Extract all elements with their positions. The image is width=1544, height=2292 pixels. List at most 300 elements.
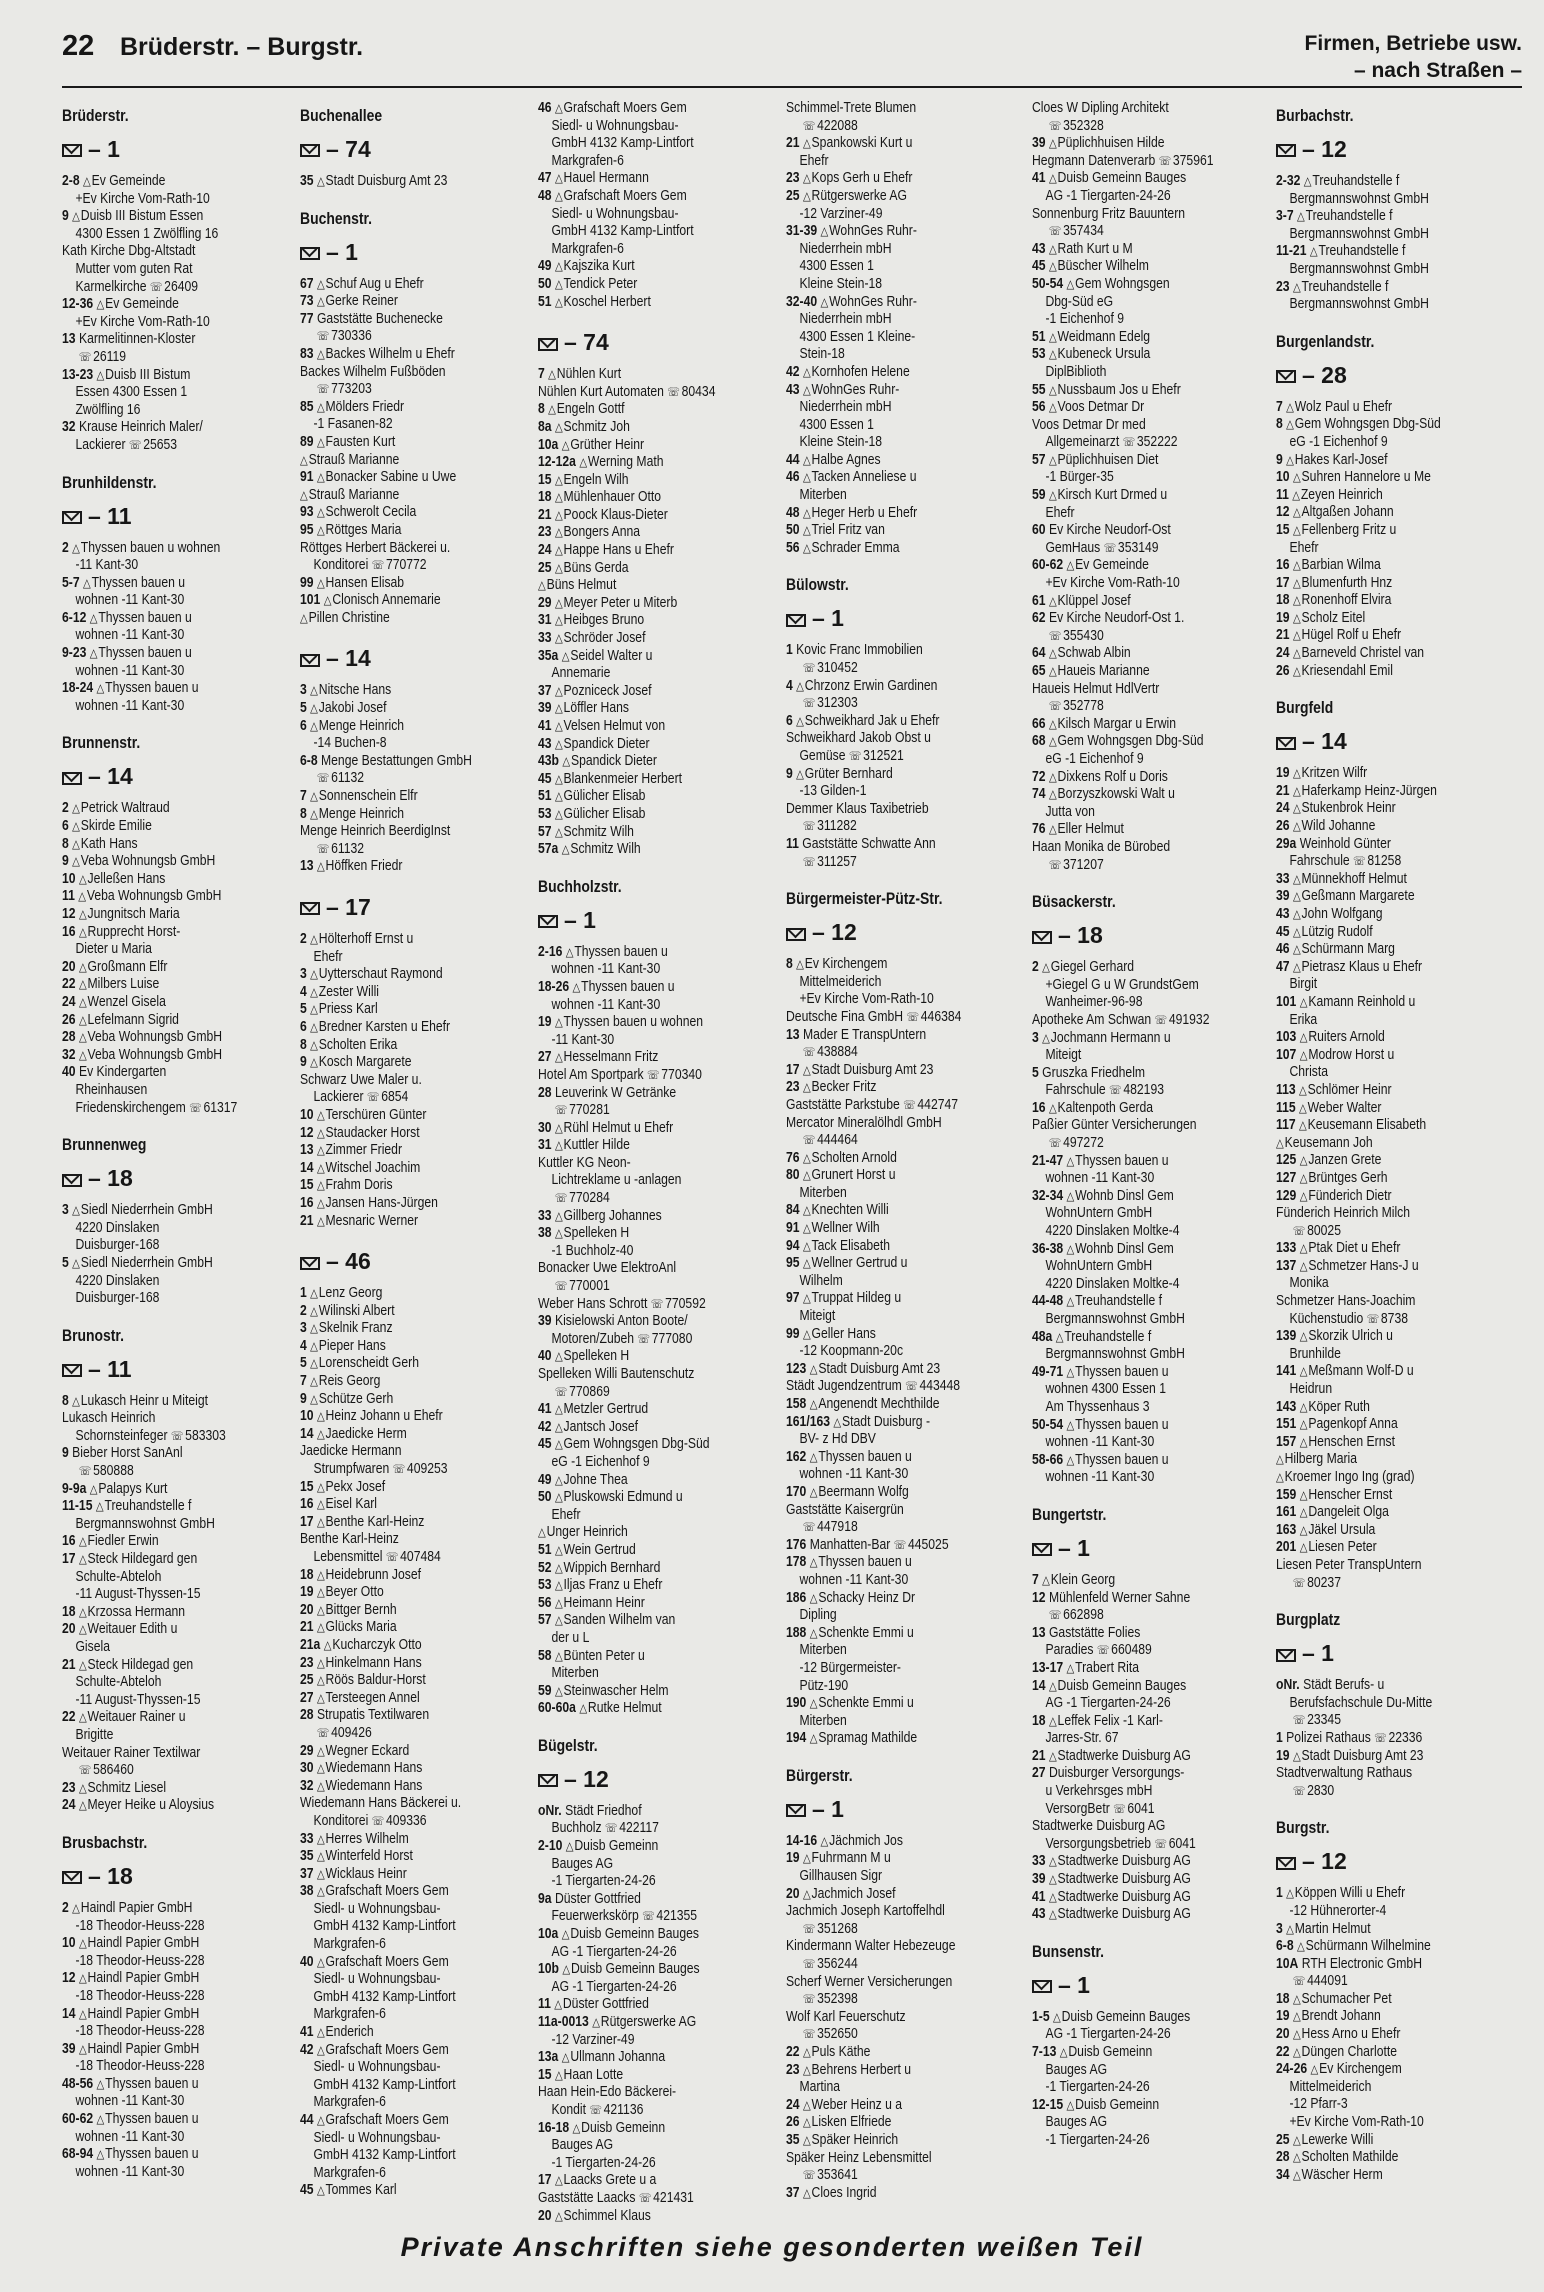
entry-text: -1 Tiergarten-24-26 [1045,2131,1150,2148]
entry-text: -12 Koopmann-20c [799,1343,904,1360]
owner-triangle-icon: △ [1066,1452,1075,1467]
entry [1276,279,1490,297]
owner-triangle-icon: △ [316,276,325,291]
house-number: 20 [786,1885,800,1902]
house-number: 37 [786,2184,800,2201]
telephone-icon: ☏ [638,2190,652,2205]
owner-triangle-icon: △ [78,924,87,939]
section-title-line2: – nach Straßen – [1353,59,1522,82]
entry-text: Markgrafen-6 [313,1936,386,1953]
entry-continuation [62,1988,276,2006]
owner-triangle-icon: △ [316,505,325,520]
entry-text: Hotel Am Sportpark [538,1066,644,1083]
entry-text: Spandick Dieter [563,735,650,752]
owner-triangle-icon: △ [78,1012,87,1027]
telephone-number: 444091 [1307,1973,1348,1990]
entry-continuation [62,1762,276,1780]
entry-text: Jakobi Josef [318,700,387,717]
owner-triangle-icon: △ [802,1238,811,1253]
entry [62,976,276,994]
entry-text: Gruszka Friedhelm [1042,1064,1146,1081]
entry-text: Haindl Papier GmbH [80,1899,193,1916]
postal-district-number: – 14 [1302,728,1347,755]
entry-text: Lackierer [75,436,126,453]
owner-triangle-icon: △ [809,1590,818,1605]
street-section [62,473,317,716]
entry-text: Gisela [75,1639,110,1655]
owner-triangle-icon: △ [796,678,804,693]
entry-continuation [538,1979,752,1997]
owner-triangle-icon: △ [809,1361,818,1376]
owner-triangle-icon: △ [1048,488,1057,503]
entry-text: Wolf Karl Feuerschutz [786,2008,906,2025]
house-number: 5 [1032,1064,1039,1081]
entry-text: Winterfeld Horst [325,1848,413,1865]
house-number: 9 [1276,451,1283,468]
telephone-number: 446384 [920,1008,962,1025]
entry-text: 4220 Dinslaken [75,1272,160,1289]
entry-text: WohnGes Ruhr- [811,381,900,398]
owner-triangle-icon: △ [316,2113,325,2127]
entry-continuation [786,974,1000,992]
owner-triangle-icon: △ [1048,1872,1057,1887]
postal-district [1276,728,1531,755]
telephone-icon: ☏ [1353,854,1366,869]
entry [1032,100,1246,118]
postal-district-number: – 12 [1302,136,1347,162]
entry-text: Hölterhoff Ernst u [318,931,414,947]
telephone-number: 444464 [817,1132,858,1149]
entry [538,824,752,842]
house-number: 24 [786,2096,800,2113]
entry [62,1393,276,1411]
house-number: 157 [1276,1433,1297,1450]
telephone-number: 770340 [661,1066,702,1083]
house-number: 38 [300,1883,314,1900]
house-number: 4 [300,983,307,1000]
house-number: 6 [300,1018,307,1035]
house-number: 9 [62,208,69,225]
house-number: 62 [1032,610,1046,627]
house-number: 17 [786,1061,800,1078]
postal-district [62,1863,317,1890]
entry [1276,208,1490,226]
postal-district [538,907,793,934]
entry-continuation [1276,853,1490,871]
entry-text: Stadtwerke Duisburg AG [1057,1747,1191,1764]
entry-continuation [1032,188,1246,206]
postal-envelope-icon [300,1257,320,1270]
owner-triangle-icon: △ [554,1015,563,1030]
entry-continuation [300,381,514,399]
entry [538,1700,752,1718]
entry-text: Fellenberg Fritz u [1301,521,1397,538]
entry [1032,1117,1246,1135]
entry-text: Bongers Anna [563,524,641,541]
telephone-icon: ☏ [802,696,816,711]
entry-text: Tack Elisabeth [811,1237,891,1254]
house-number: 16-18 [538,2119,570,2136]
entry [1276,1487,1490,1505]
house-number: 3-7 [1276,208,1294,225]
street-name: Burgplatz [1276,1610,1341,1630]
entry [300,1072,514,1090]
entry [786,1062,1000,1080]
house-number: 2 [1032,959,1039,976]
entry-continuation [62,191,276,209]
entry-text: WohnGes Ruhr- [829,293,917,310]
entry-text: Bauges AG [551,1855,614,1872]
house-number: 8 [538,401,545,418]
owner-triangle-icon: △ [802,2062,811,2077]
postal-envelope-icon [62,1174,82,1187]
entry-text: Hegmann Datenverarb [1032,152,1156,169]
section-title [1305,30,1522,84]
entry-text: Martin Helmut [1294,1920,1371,1937]
telephone-number: 770772 [385,557,427,574]
house-number: oNr. [538,1802,562,1819]
house-number: 14 [62,2005,76,2022]
house-number: 16 [62,923,76,940]
entry [62,1970,276,1988]
entry [300,1355,514,1373]
house-number: 139 [1276,1328,1297,1345]
telephone-number: 442747 [917,1096,959,1113]
entry-text: Gaststätte Parkstube [786,1096,900,1113]
owner-triangle-icon: △ [1066,2097,1075,2112]
entry [1032,329,1246,347]
telephone-icon: ☏ [316,1725,330,1740]
entry-text: Bergmannswohnst GmbH [1045,1346,1185,1363]
entry-text: Thyssen bauen u [98,645,192,662]
owner-triangle-icon: △ [316,1673,325,1688]
owner-triangle-icon: △ [554,259,563,274]
owner-triangle-icon: △ [78,1030,87,1045]
entry-text: Bauges AG [551,2137,614,2154]
entry-continuation [62,1569,276,1587]
owner-triangle-icon: △ [554,1402,563,1417]
postal-envelope-icon [538,338,558,351]
entry [300,858,514,876]
entry [1276,1293,1490,1311]
house-number: 10A [1276,1955,1299,1972]
telephone-icon: ☏ [1109,1083,1122,1098]
street-name: Brunnenweg [62,1135,147,1155]
entry-text: Röttges Herbert Bäckerei u. [300,539,451,556]
telephone-number: 80434 [681,383,716,400]
postal-district-number: – 17 [326,894,371,920]
entry [62,1255,276,1273]
entry-text: Staudacker Horst [325,1124,420,1141]
house-number: 23 [786,2061,800,2078]
house-number: 46 [538,100,552,116]
owner-triangle-icon: △ [1299,1030,1308,1045]
entry-continuation [786,1660,1000,1678]
entry-text: Konditorei [313,1812,369,1829]
owner-triangle-icon: △ [554,736,563,751]
entry [1276,452,1490,470]
house-number: 20 [62,958,76,975]
street-section [538,329,793,859]
telephone-number: 312521 [863,748,904,764]
entry-text: Duisb Gemeinn Bauges [570,1961,700,1978]
entry-continuation [62,1674,276,1692]
entry-text: Werning Math [587,454,664,471]
entry-continuation [538,2102,752,2120]
entry-text: Wellner Gertrud u [811,1255,908,1272]
house-number: 7-13 [1032,2044,1057,2060]
entry [300,753,514,771]
entry-text: Heibges Bruno [563,612,645,629]
owner-triangle-icon: △ [1048,1100,1057,1115]
owner-triangle-icon: △ [554,806,563,821]
entry-continuation [786,276,1000,294]
entry-text: Löffler Hans [563,700,629,717]
house-number: 58-66 [1032,1451,1064,1468]
entry-text: Heinz Johann u Ehefr [325,1408,443,1425]
house-number: 41 [1032,170,1046,187]
entry [62,2111,276,2129]
house-number: 43b [538,753,559,770]
entry-text: Markgrafen-6 [313,2006,386,2023]
house-number: 2-10 [538,1838,563,1855]
house-number: 8 [300,805,307,822]
entry [1032,417,1246,435]
entry-continuation [1032,994,1246,1012]
owner-triangle-icon: △ [1292,2027,1301,2042]
entry [1276,575,1490,593]
owner-triangle-icon: △ [554,560,563,575]
entry-text: Haueis Helmut HdlVertr [1032,680,1160,697]
owner-triangle-icon: △ [1292,2132,1301,2147]
owner-triangle-icon: △ [1048,593,1057,608]
entry-text: Kops Gerh u Ehefr [811,170,913,187]
entry [1032,170,1246,188]
owner-triangle-icon: △ [1048,259,1057,274]
owner-triangle-icon: △ [1299,994,1308,1009]
entry-continuation [786,2026,1000,2044]
entry-continuation [1276,1346,1490,1364]
entry-text: Puls Käthe [811,2044,871,2060]
owner-triangle-icon: △ [316,1866,325,1881]
entry [300,1426,514,1444]
entry-text: Deutsche Fina GmbH [786,1008,904,1025]
entry-text: Thyssen bauen u [105,2111,199,2128]
entry-text: Hess Arno u Ehefr [1301,2026,1401,2043]
entry-text: Ptak Diet u Ehefr [1308,1240,1401,1257]
entry-continuation [62,2129,276,2147]
owner-triangle-icon: △ [592,2015,600,2029]
entry-text: Beyer Otto [325,1584,384,1601]
entry-text: Siedl Niederrhein GmbH [80,1254,213,1271]
entry-text: Scholten Mathilde [1301,2149,1399,2166]
entry-text: Wanheimer-96-98 [1045,994,1143,1011]
telephone-number: 770001 [569,1278,610,1295]
house-number: 21 [786,135,800,152]
telephone-number: 662898 [1063,1607,1104,1624]
entry [300,1760,514,1778]
street-range-title: Brüderstr. – Burgstr. [120,33,364,61]
telephone-icon: ☏ [1048,224,1062,239]
entry [786,1974,1000,1992]
owner-triangle-icon: △ [802,382,811,397]
entry [1032,610,1246,628]
entry-text: Kajszika Kurt [563,258,635,275]
entry-continuation [1276,1064,1490,1082]
entry-text: Jarres-Str. 67 [1045,1730,1119,1747]
entry-text: Höffken Friedr [325,858,403,875]
house-number: 56 [1032,399,1046,416]
entry [300,575,514,593]
owner-triangle-icon: △ [316,346,325,361]
entry-continuation [786,1343,1000,1361]
owner-triangle-icon: △ [1048,787,1057,802]
house-number: 21 [1276,627,1290,644]
entry-continuation [1276,1311,1490,1329]
entry-continuation [62,2023,276,2041]
entry-text: Pozniceck Josef [563,682,652,699]
telephone-icon: ☏ [802,118,816,133]
entry [1032,1818,1246,1836]
owner-triangle-icon: △ [78,1971,87,1986]
entry-continuation [1032,628,1246,646]
house-number: 52 [538,1559,552,1576]
owner-triangle-icon: △ [316,1479,325,1494]
owner-triangle-icon: △ [310,789,318,804]
entry-continuation [62,1237,276,1255]
owner-triangle-icon: △ [1292,766,1301,781]
house-number: 3 [1032,1029,1039,1046]
postal-district [786,1796,1041,1823]
house-number: 194 [786,1730,807,1747]
owner-triangle-icon: △ [1292,505,1301,520]
entry-text: Stukenbrok Heinr [1301,800,1396,817]
owner-triangle-icon: △ [1299,1329,1308,1344]
entry-text: Jächmich Jos [829,1832,903,1849]
house-number: 45 [538,1436,552,1453]
entry-continuation [538,1873,752,1891]
house-number: 44-48 [1032,1293,1064,1310]
entry [300,1567,514,1585]
house-number: 30 [300,1760,314,1777]
owner-triangle-icon: △ [1048,1854,1057,1869]
entry-continuation [1032,698,1246,716]
entry-continuation [62,2058,276,2076]
house-number: 3 [300,966,307,983]
telephone-number: 422117 [619,1820,659,1837]
owner-triangle-icon: △ [310,683,318,698]
telephone-number: 770869 [569,1383,610,1400]
house-number: 53 [538,1577,552,1594]
entry [300,2024,514,2042]
owner-triangle-icon: △ [1299,1258,1308,1273]
entry-continuation [300,1089,514,1107]
entry-text: Schwab Albin [1057,645,1131,662]
house-number: 39 [538,700,552,717]
entry [1032,645,1246,663]
entry-text: AG -1 Tiergarten-24-26 [1045,187,1171,204]
house-number: 39 [62,2040,76,2057]
owner-triangle-icon: △ [554,1472,563,1487]
entry-continuation [786,1308,1000,1326]
owner-triangle-icon: △ [1048,329,1057,344]
entry-text: Ev Kirchengem [1319,2061,1402,2078]
entry-text: Lackierer [313,1089,364,1106]
entry-text: Kuttler KG Neon- [538,1154,631,1171]
entry-text: Küchenstudio [1289,1310,1364,1327]
entry-continuation [62,1463,276,1481]
house-number: 16 [300,1194,314,1211]
entry-continuation [300,2130,514,2148]
entry-text: Stadtverwaltung Rathaus [1276,1765,1413,1782]
entry-continuation [786,399,1000,417]
entry-continuation [538,135,752,153]
entry [300,1160,514,1178]
entry-continuation [538,997,752,1015]
owner-triangle-icon: △ [78,1552,87,1567]
entry [1276,1730,1490,1748]
entry-text: Unger Heinrich [546,1524,628,1541]
entry-continuation [1276,2079,1490,2097]
entry-continuation [786,783,1000,801]
owner-triangle-icon: △ [1066,1294,1075,1309]
entry-continuation [1276,1381,1490,1399]
entry-text: Röös Baldur-Horst [325,1672,426,1689]
entry-text: Kondit [551,2101,586,2118]
entry [1276,592,1490,610]
entry-text: Duisb Gemeinn Bauges [1057,1677,1187,1694]
entry-text: wohnen -11 Kant-30 [1045,1170,1155,1187]
postal-district [300,1248,555,1275]
entry-text: Siedl- u Wohnungsbau- [313,1900,441,1917]
entry-text: Ronenhoff Elvira [1301,592,1392,609]
entry-text: Hakes Karl-Josef [1294,451,1388,468]
house-number: 21 [538,506,552,523]
postal-envelope-icon [62,1364,82,1377]
entry-text: Menge Heinrich BeerdigInst [300,823,451,840]
entry-text: Ruiters Arnold [1308,1029,1385,1046]
entry-text: Fuhrmann M u [811,1850,891,1867]
house-number: 66 [1032,715,1046,732]
entry-continuation [1032,223,1246,241]
house-number: 18-26 [538,978,570,995]
owner-triangle-icon: △ [72,540,80,555]
entry-continuation [1032,1469,1246,1487]
telephone-icon: ☏ [802,2027,816,2042]
entry-text: GmbH 4132 Kamp-Lintfort [313,1918,456,1935]
entry-text: Miterben [799,487,847,504]
entry-continuation [62,1516,276,1534]
entry-text: Treuhandstelle f [1075,1293,1163,1310]
entry-continuation [786,695,1000,713]
postal-district [62,1165,317,1192]
telephone-icon: ☏ [802,661,816,676]
entry-continuation [786,1132,1000,1150]
house-number: 21a [300,1636,321,1653]
entry [538,577,752,595]
entry-text: Tersteegen Annel [325,1689,420,1706]
entry-text: Mühlenhauer Otto [563,489,662,506]
telephone-icon: ☏ [371,558,385,573]
owner-triangle-icon: △ [1299,1417,1308,1432]
entry-text: Grafschaft Moers Gem [325,1883,449,1900]
owner-triangle-icon: △ [554,1437,563,1452]
entry-text: Knechten Willi [811,1202,889,1219]
house-number: 162 [786,1448,807,1465]
house-number: 47 [538,170,552,187]
owner-triangle-icon: △ [802,1168,811,1183]
entry-text: Thyssen bauen u [98,609,192,626]
